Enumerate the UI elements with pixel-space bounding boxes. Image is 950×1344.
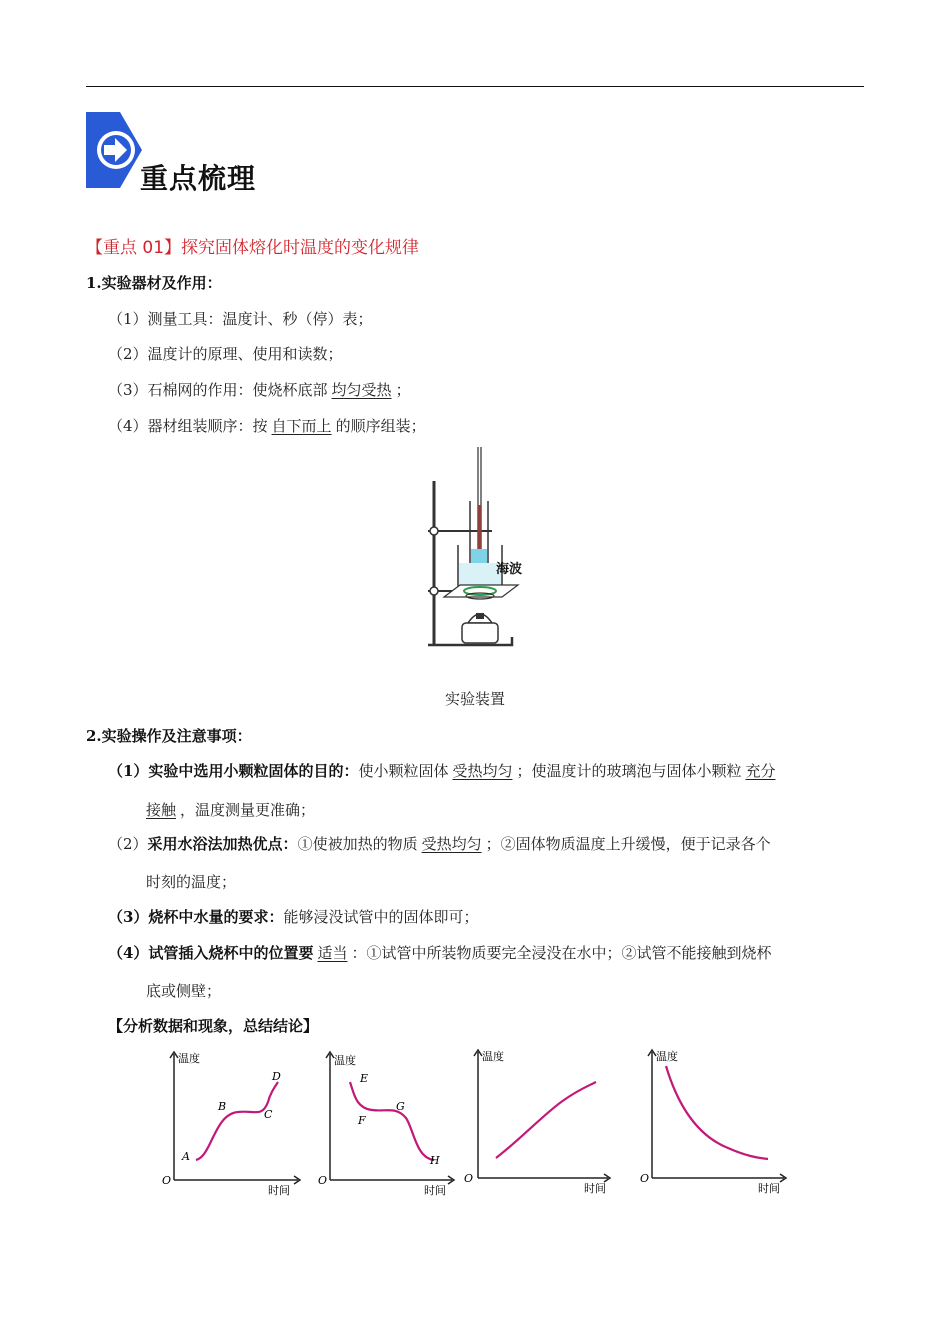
graph-amorphous-solidifying (638, 1046, 788, 1198)
blank-answer: 自下而上 (271, 417, 332, 435)
svg-text:温度: 温度 (334, 1054, 356, 1067)
svg-text:E: E (360, 1072, 369, 1085)
svg-text:O: O (640, 1172, 650, 1185)
part1-item3: （3）石棉网的作用：使烧杯底部 均匀受热 ； (108, 381, 411, 399)
svg-text:温度: 温度 (178, 1052, 200, 1065)
svg-text:F: F (358, 1114, 366, 1127)
svg-text:时间: 时间 (268, 1184, 290, 1197)
part2-note2-cont: 时刻的温度； (146, 873, 237, 891)
part2-note1: （1）实验中选用小颗粒固体的目的：使小颗粒固体 受热均匀 ；使温度计的玻璃泡与固体小颗粒 充分 (108, 762, 776, 780)
svg-text:G: G (396, 1100, 405, 1113)
part1-item4: （4）器材组装顺序：按 自下而上 的顺序组装； (108, 417, 426, 435)
part1-heading: 1.实验器材及作用： (86, 274, 222, 292)
blank-answer: 接触 (146, 801, 177, 819)
svg-text:温度: 温度 (482, 1050, 504, 1063)
part1-item2: （2）温度计的原理、使用和读数； (108, 345, 343, 363)
part1-item1: （1）测量工具：温度计、秒（停）表； (108, 310, 373, 328)
part2-note2: （2）采用水浴法加热优点：①使被加热的物质 受热均匀 ；②固体物质温度上升缓慢，便于记录各个 (108, 835, 771, 853)
part2-note4-cont: 底或侧壁； (146, 982, 222, 1000)
part2-note3: （3）烧杯中水量的要求：能够浸没试管中的固体即可； (108, 908, 479, 926)
svg-text:D: D (272, 1070, 281, 1083)
header-rule (86, 86, 864, 87)
graph-crystal-solidifying (316, 1046, 466, 1198)
figure-watermark: 海波 (496, 562, 523, 577)
svg-text:C: C (264, 1108, 273, 1121)
svg-text:B: B (218, 1100, 227, 1113)
svg-text:温度: 温度 (656, 1050, 678, 1063)
svg-text:A: A (182, 1150, 190, 1163)
blank-answer: 受热均匀 (452, 762, 513, 780)
figure-caption: 实验装置 (444, 690, 505, 708)
part2-note1-cont: 接触 ，温度测量更准确； (146, 801, 316, 819)
key-point-title: 【重点 01】探究固体熔化时温度的变化规律 (86, 238, 420, 258)
arrow-badge-icon (86, 112, 142, 188)
svg-text:O: O (318, 1174, 328, 1187)
part2-note4: （4）试管插入烧杯中的位置要 适当 ：①试管中所装物质要完全浸没在水中；②试管不能接触到烧杯 (108, 944, 772, 962)
blank-answer: 受热均匀 (421, 835, 482, 853)
section-title: 重点梳理 (140, 162, 257, 195)
svg-text:O: O (162, 1174, 172, 1187)
svg-text:时间: 时间 (584, 1182, 606, 1195)
part2-heading: 2.实验操作及注意事项： (86, 727, 252, 745)
blank-answer: 适当 (317, 944, 348, 962)
svg-text:H: H (430, 1154, 440, 1167)
analysis-heading: 【分析数据和现象，总结结论】 (108, 1017, 319, 1035)
graph-crystal-melting (158, 1046, 308, 1198)
svg-text:时间: 时间 (758, 1182, 780, 1195)
graph-amorphous-melting (462, 1046, 612, 1198)
svg-text:时间: 时间 (424, 1184, 446, 1197)
blank-answer: 均匀受热 (331, 381, 392, 399)
experiment-apparatus-figure (422, 445, 532, 655)
blank-answer: 充分 (745, 762, 776, 780)
svg-text:O: O (464, 1172, 474, 1185)
